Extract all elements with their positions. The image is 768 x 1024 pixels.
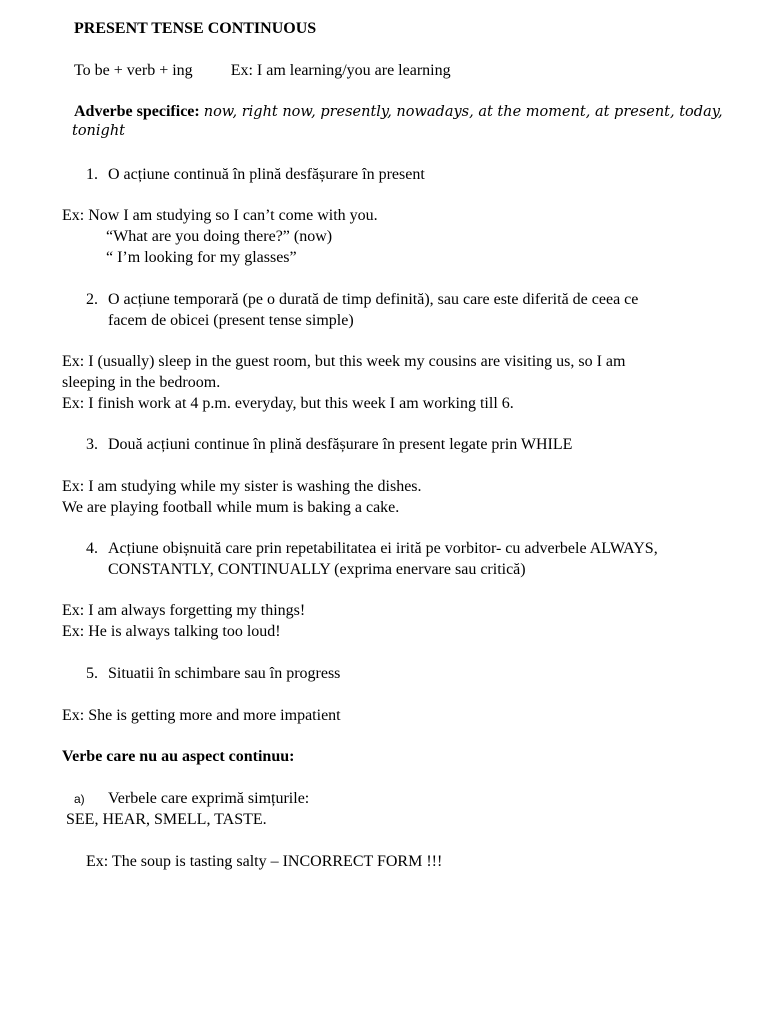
section-1-example-1: Ex: Now I am studying so I can’t come with you. — [62, 207, 378, 224]
section-3-example-2: We are playing football while mum is baking a cake. — [62, 499, 400, 516]
section-1-example-2: “What are you doing there?” (now) — [106, 228, 333, 245]
section-5-example-1: Ex: She is getting more and more impatient — [62, 707, 341, 724]
section-3-heading — [86, 434, 572, 455]
section-1-heading — [86, 164, 425, 185]
section-5-heading-text: Situatii în schimbare sau în progress — [108, 665, 341, 682]
adverbs-list-continued: tonight — [72, 123, 125, 139]
section-2-example-1-continued: sleeping in the bedroom. — [62, 374, 221, 391]
section-5-heading — [86, 663, 340, 684]
section-3-number: 3. — [86, 436, 98, 453]
section-4-heading-text: Acțiune obișnuită care prin repetabilitatea ei irită pe vorbitor- cu adverbele ALWAYS, — [108, 540, 658, 557]
formula-rule: To be + verb + ing — [74, 62, 193, 79]
section-1-example-3: “ I’m looking for my glasses” — [106, 249, 297, 266]
formula-line — [74, 60, 451, 81]
section-1-heading-text: O acțiune continuă în plină desfășurare în present — [108, 166, 425, 183]
section-2-heading — [86, 289, 638, 310]
non-continuous-heading: Verbe care nu au aspect continuu: — [62, 748, 295, 765]
section-2-heading-continued: facem de obicei (present tense simple) — [108, 312, 354, 329]
section-2-example-1: Ex: I (usually) sleep in the guest room, but this week my cousins are visiting us, so I am — [62, 353, 626, 370]
item-a-text: Verbele care exprimă simțurile: — [108, 790, 310, 807]
non-continuous-item-a — [74, 788, 309, 810]
section-2-number: 2. — [86, 291, 98, 308]
section-3-example-1: Ex: I am studying while my sister is washing the dishes. — [62, 478, 422, 495]
formula-example: Ex: I am learning/you are learning — [230, 62, 451, 79]
adverbs-label: Adverbe specifice: — [74, 103, 200, 120]
senses-verbs-list: SEE, HEAR, SMELL, TASTE. — [66, 811, 267, 828]
adverbs-list: now, right now, presently, nowadays, at the moment, at present, today, — [203, 104, 723, 120]
section-4-heading — [86, 538, 658, 559]
section-4-heading-continued: CONSTANTLY, CONTINUALLY (exprima enervare sau critică) — [108, 561, 526, 578]
section-1-number: 1. — [86, 166, 98, 183]
section-4-example-2: Ex: He is always talking too loud! — [62, 623, 281, 640]
item-a-marker: a) — [74, 792, 85, 806]
section-3-heading-text: Două acțiuni continue în plină desfășurare în present legate prin WHILE — [108, 436, 573, 453]
non-continuous-example: Ex: The soup is tasting salty – INCORRECT FORM !!! — [86, 853, 443, 870]
section-4-example-1: Ex: I am always forgetting my things! — [62, 602, 306, 619]
adverbs-line — [74, 101, 723, 123]
document-title: PRESENT TENSE CONTINUOUS — [74, 20, 317, 37]
section-2-example-2: Ex: I finish work at 4 p.m. everyday, but this week I am working till 6. — [62, 395, 514, 412]
section-2-heading-text: O acțiune temporară (pe o durată de timp definită), sau care este diferită de ceea ce — [108, 291, 639, 308]
section-5-number: 5. — [86, 665, 98, 682]
section-4-number: 4. — [86, 540, 98, 557]
